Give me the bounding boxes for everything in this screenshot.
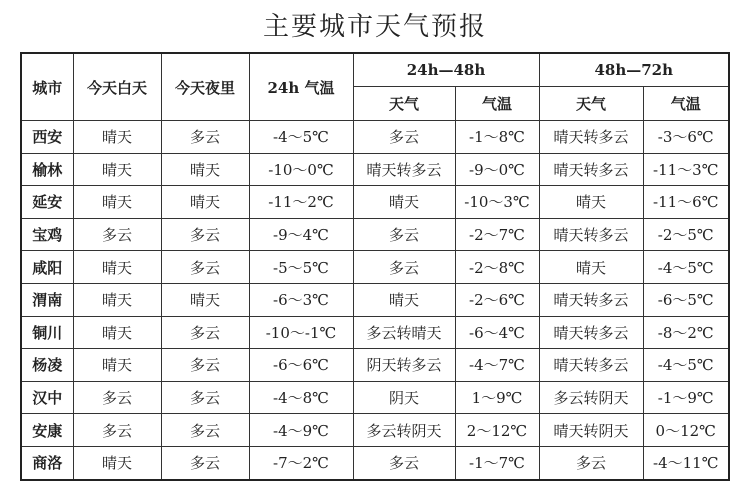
table-row (21, 283, 729, 316)
cell-temp-72h: -6～5℃ (643, 283, 729, 316)
table-row (21, 186, 729, 219)
cell-temp24: -11～2℃ (249, 186, 353, 219)
header-temp-48h: 气温 (455, 87, 539, 121)
cell-today-day: 晴天 (73, 251, 161, 284)
cell-city: 延安 (21, 186, 73, 219)
cell-tonight: 多云 (161, 414, 249, 447)
cell-weather-48h: 晴天 (353, 283, 455, 316)
table-row (21, 414, 729, 447)
cell-weather-72h: 多云转阴天 (539, 381, 643, 414)
header-row (21, 53, 729, 87)
header-temp-72h: 气温 (643, 87, 729, 121)
cell-temp-48h: -1～8℃ (455, 121, 539, 154)
cell-tonight: 晴天 (161, 153, 249, 186)
cell-city: 西安 (21, 121, 73, 154)
forecast-table (20, 52, 730, 481)
cell-temp24: -9～4℃ (249, 218, 353, 251)
cell-city: 榆林 (21, 153, 73, 186)
cell-today-day: 多云 (73, 218, 161, 251)
cell-temp-72h: -2～5℃ (643, 218, 729, 251)
table-row (21, 446, 729, 479)
cell-weather-48h: 晴天 (353, 186, 455, 219)
cell-weather-48h: 阴天转多云 (353, 349, 455, 382)
cell-city: 汉中 (21, 381, 73, 414)
cell-city: 杨凌 (21, 349, 73, 382)
cell-city: 咸阳 (21, 251, 73, 284)
cell-temp-48h: 2～12℃ (455, 414, 539, 447)
page-title: 主要城市天气预报 (262, 12, 487, 42)
cell-temp-48h: -2～7℃ (455, 218, 539, 251)
table-row (21, 381, 729, 414)
cell-tonight: 晴天 (161, 186, 249, 219)
cell-today-day: 晴天 (73, 186, 161, 219)
cell-temp-72h: -8～2℃ (643, 316, 729, 349)
cell-weather-48h: 多云 (353, 218, 455, 251)
header-today-day: 今天白天 (73, 53, 161, 121)
table-row (21, 218, 729, 251)
cell-weather-48h: 多云 (353, 121, 455, 154)
cell-today-day: 晴天 (73, 446, 161, 479)
cell-today-day: 晴天 (73, 316, 161, 349)
cell-city: 宝鸡 (21, 218, 73, 251)
cell-today-day: 晴天 (73, 153, 161, 186)
cell-weather-48h: 晴天转多云 (353, 153, 455, 186)
cell-today-day: 晴天 (73, 349, 161, 382)
cell-temp24: -4～8℃ (249, 381, 353, 414)
cell-temp24: -4～9℃ (249, 414, 353, 447)
cell-city: 渭南 (21, 283, 73, 316)
cell-tonight: 多云 (161, 381, 249, 414)
cell-tonight: 多云 (161, 446, 249, 479)
cell-weather-72h: 晴天转多云 (539, 218, 643, 251)
cell-temp24: -6～6℃ (249, 349, 353, 382)
cell-temp24: -10～-1℃ (249, 316, 353, 349)
cell-temp-72h: -4～11℃ (643, 446, 729, 479)
cell-temp-48h: -6～4℃ (455, 316, 539, 349)
cell-temp-48h: -2～6℃ (455, 283, 539, 316)
cell-tonight: 晴天 (161, 283, 249, 316)
table-row (21, 316, 729, 349)
cell-city: 安康 (21, 414, 73, 447)
cell-temp24: -5～5℃ (249, 251, 353, 284)
cell-weather-48h: 多云转阴天 (353, 414, 455, 447)
cell-tonight: 多云 (161, 349, 249, 382)
cell-temp24: -10～0℃ (249, 153, 353, 186)
cell-weather-72h: 晴天转多云 (539, 349, 643, 382)
cell-weather-48h: 多云转晴天 (353, 316, 455, 349)
header-city: 城市 (21, 53, 73, 121)
cell-tonight: 多云 (161, 218, 249, 251)
cell-weather-72h: 晴天转多云 (539, 283, 643, 316)
cell-weather-72h: 多云 (539, 446, 643, 479)
cell-today-day: 晴天 (73, 283, 161, 316)
cell-temp-72h: -4～5℃ (643, 349, 729, 382)
cell-city: 铜川 (21, 316, 73, 349)
cell-weather-48h: 阴天 (353, 381, 455, 414)
cell-temp24: -7～2℃ (249, 446, 353, 479)
cell-temp24: -6～3℃ (249, 283, 353, 316)
cell-temp-72h: -4～5℃ (643, 251, 729, 284)
header-group-48h: 24h—48h (353, 53, 539, 87)
cell-temp-72h: -1～9℃ (643, 381, 729, 414)
cell-weather-72h: 晴天转多云 (539, 153, 643, 186)
cell-temp-48h: 1～9℃ (455, 381, 539, 414)
cell-today-day: 晴天 (73, 121, 161, 154)
cell-temp-72h: -11～3℃ (643, 153, 729, 186)
cell-tonight: 多云 (161, 316, 249, 349)
cell-temp-72h: -3～6℃ (643, 121, 729, 154)
cell-weather-72h: 晴天转多云 (539, 121, 643, 154)
table-row (21, 251, 729, 284)
cell-today-day: 多云 (73, 381, 161, 414)
cell-temp-48h: -9～0℃ (455, 153, 539, 186)
table-row (21, 349, 729, 382)
header-weather-48h: 天气 (353, 87, 455, 121)
cell-temp-48h: -4～7℃ (455, 349, 539, 382)
cell-weather-72h: 晴天转阴天 (539, 414, 643, 447)
cell-tonight: 多云 (161, 121, 249, 154)
header-group-72h: 48h—72h (539, 53, 729, 87)
cell-weather-72h: 晴天转多云 (539, 316, 643, 349)
cell-temp-72h: 0～12℃ (643, 414, 729, 447)
header-weather-72h: 天气 (539, 87, 643, 121)
header-temp24: 24h 气温 (249, 53, 353, 121)
cell-temp-48h: -10～3℃ (455, 186, 539, 219)
cell-weather-72h: 晴天 (539, 251, 643, 284)
cell-tonight: 多云 (161, 251, 249, 284)
table-row (21, 121, 729, 154)
cell-weather-48h: 多云 (353, 251, 455, 284)
cell-temp-72h: -11～6℃ (643, 186, 729, 219)
cell-temp24: -4～5℃ (249, 121, 353, 154)
cell-today-day: 多云 (73, 414, 161, 447)
cell-city: 商洛 (21, 446, 73, 479)
table-row (21, 153, 729, 186)
cell-weather-48h: 多云 (353, 446, 455, 479)
header-tonight: 今天夜里 (161, 53, 249, 121)
cell-weather-72h: 晴天 (539, 186, 643, 219)
cell-temp-48h: -2～8℃ (455, 251, 539, 284)
cell-temp-48h: -1～7℃ (455, 446, 539, 479)
